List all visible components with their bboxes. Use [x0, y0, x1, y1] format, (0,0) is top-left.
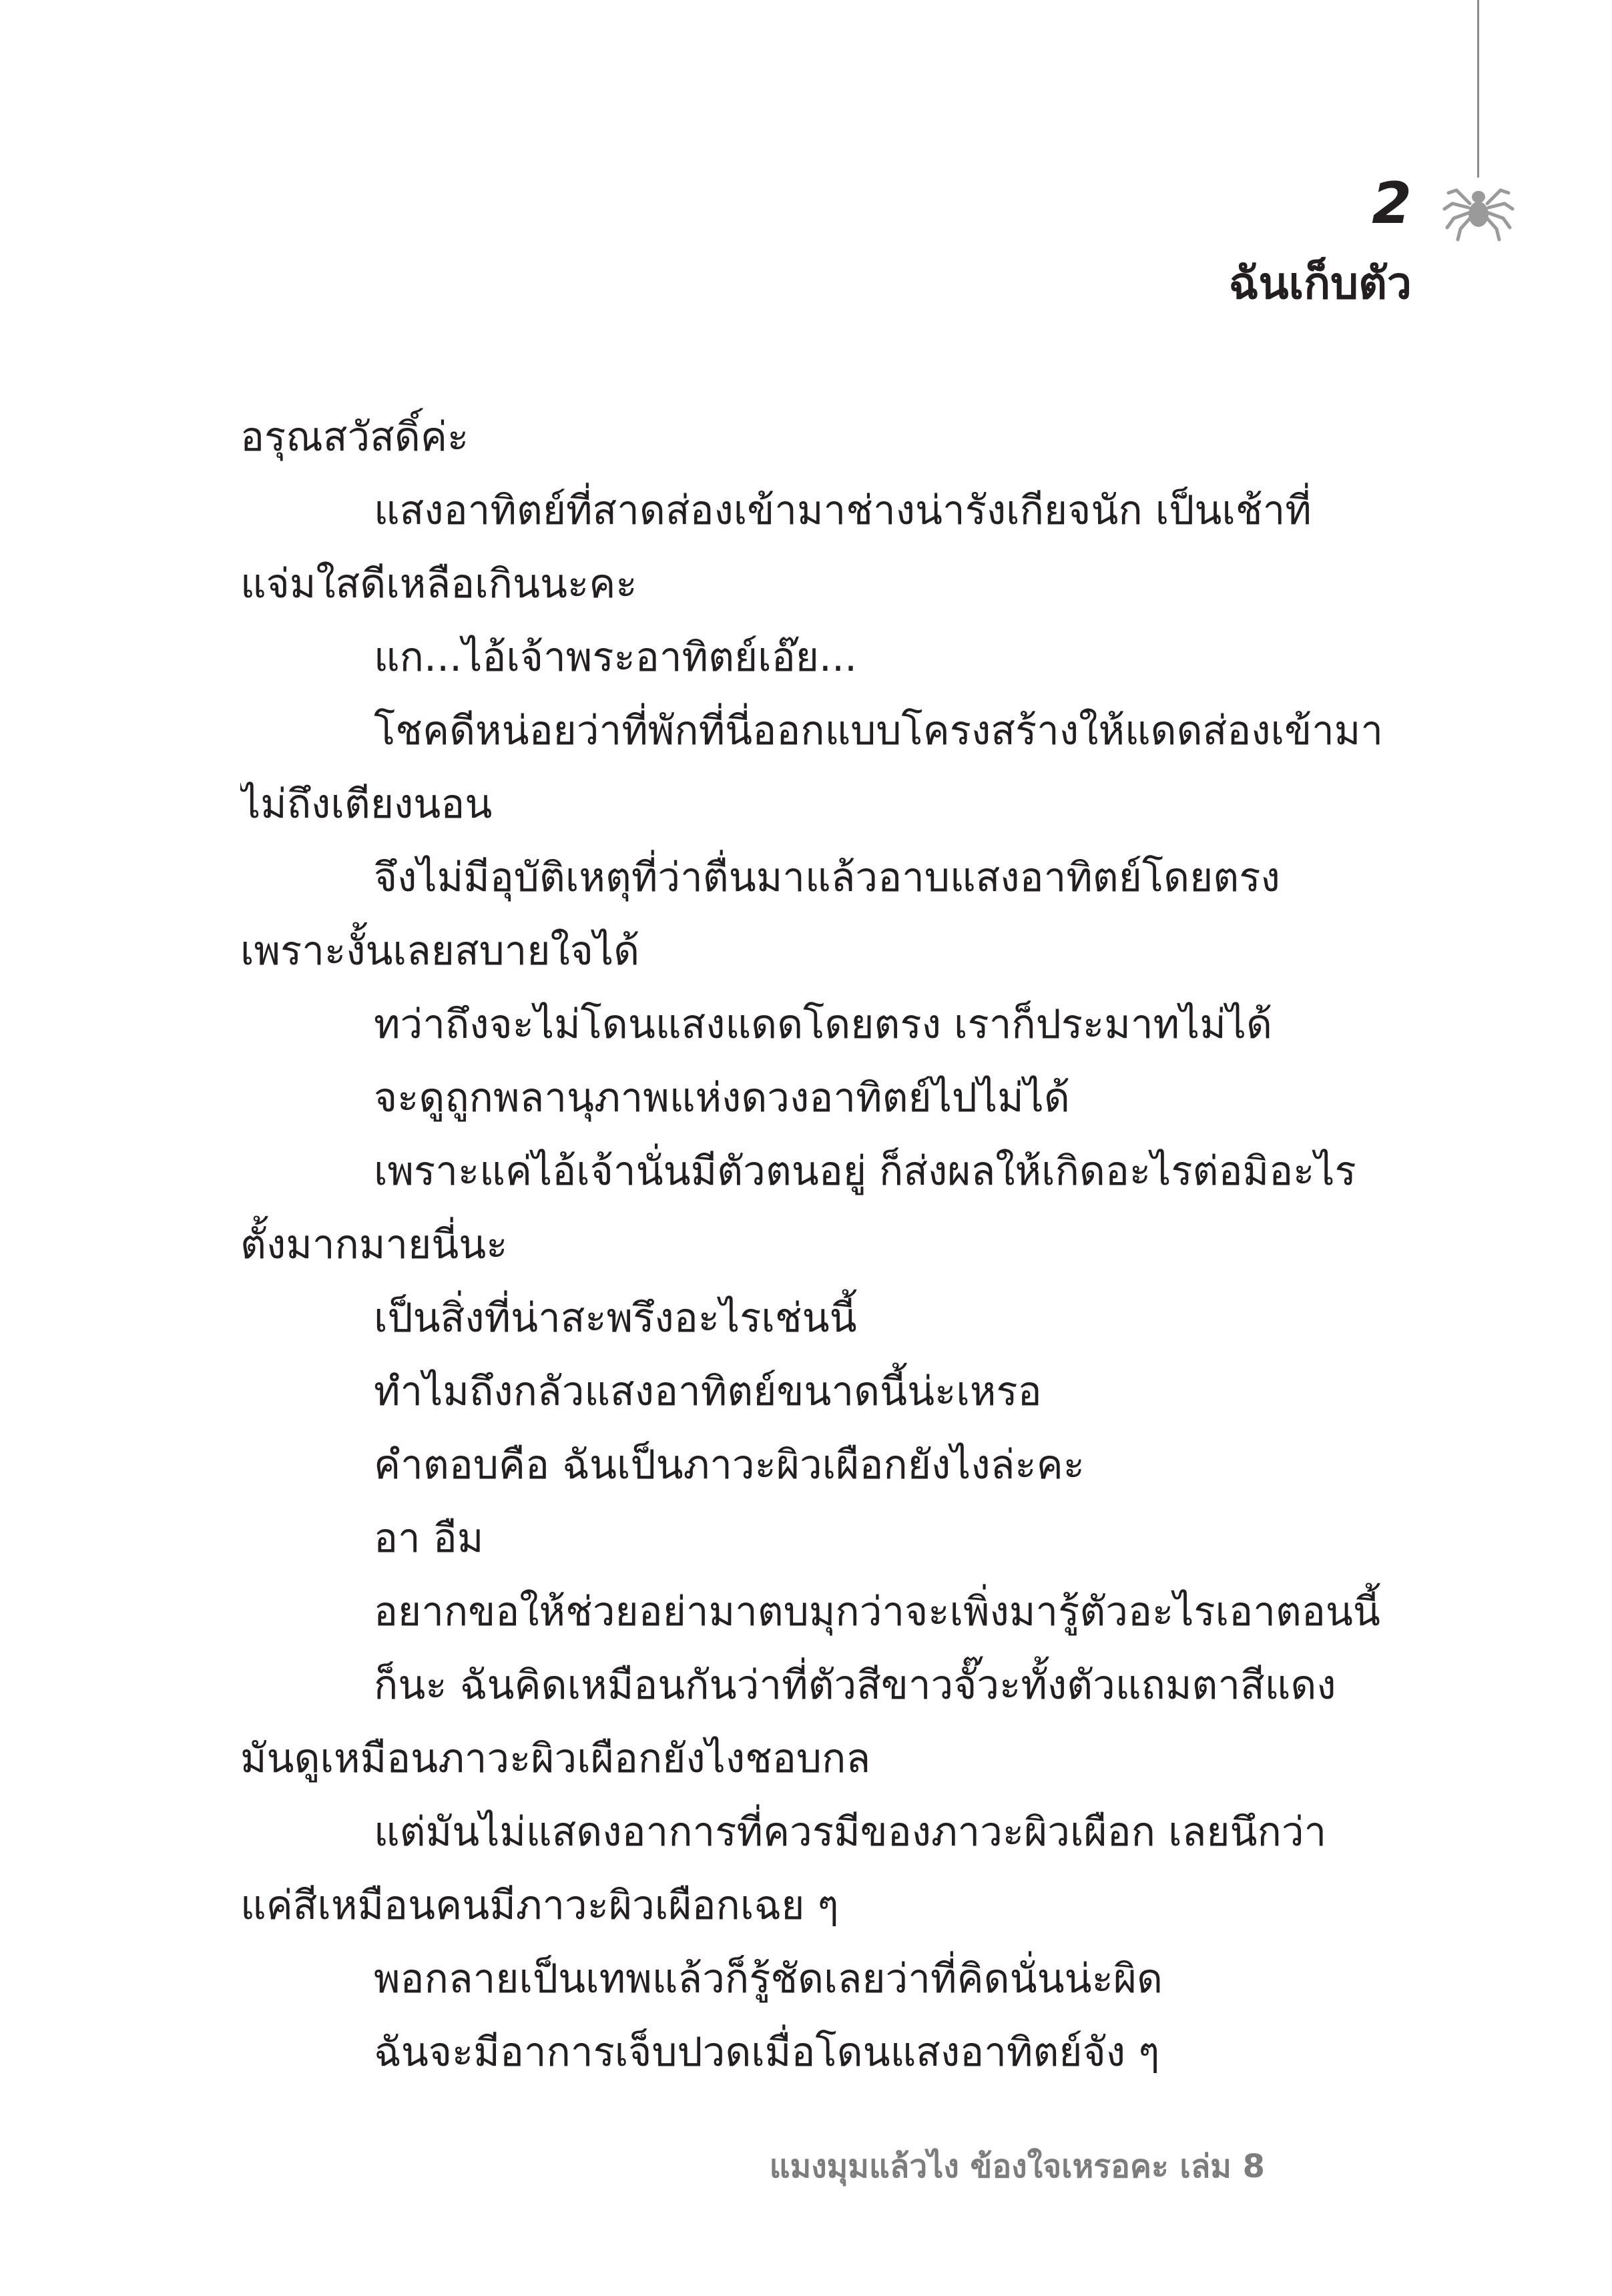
text-line: คำตอบคือ ฉันเป็นภาวะผิวเผือกยังไงล่ะคะ — [374, 1442, 1085, 1488]
text-line: อรุณสวัสดิ์ค่ะ — [240, 414, 469, 461]
text-line: มันดูเหมือนภาวะผิวเผือกยังไงชอบกล — [240, 1735, 871, 1782]
text-line: แสงอาทิตย์ที่สาดส่องเข้ามาช่างน่ารังเกียจนัก เป็นเช้าที่ — [374, 487, 1312, 534]
text-line: ไม่ถึงเตียงนอน — [240, 781, 493, 828]
text-line: ฉันจะมีอาการเจ็บปวดเมื่อโดนแสงอาทิตย์จัง ๆ — [374, 2029, 1160, 2076]
text-line: อา อืม — [374, 1515, 484, 1562]
text-line: ก็นะ ฉันคิดเหมือนกันว่าที่ตัวสีขาวจั๊วะทั้งตัวแถมตาสีแดง — [374, 1662, 1336, 1709]
spider-thread — [1477, 0, 1479, 178]
body-text — [240, 400, 1415, 2109]
text-line: เป็นสิ่งที่น่าสะพรึงอะไรเช่นนี้ — [374, 1295, 857, 1342]
text-line: ทำไมถึงกลัวแสงอาทิตย์ขนาดนี้น่ะเหรอ — [374, 1368, 1042, 1415]
text-line: โชคดีหน่อยว่าที่พักที่นี่ออกแบบโครงสร้างให้แดดส่องเข้ามา — [374, 707, 1384, 754]
spider-icon — [1442, 170, 1515, 244]
text-line: เพราะแค่ไอ้เจ้านั่นมีตัวตนอยู่ ก็ส่งผลให้เกิดอะไรต่อมิอะไร — [374, 1148, 1356, 1195]
text-line: แก...ไอ้เจ้าพระอาทิตย์เอ๊ย... — [374, 634, 858, 681]
text-line: แจ่มใสดีเหลือเกินนะคะ — [240, 561, 637, 607]
text-line: แต่มันไม่แสดงอาการที่ควรมีของภาวะผิวเผือก เลยนึกว่า — [374, 1809, 1327, 1855]
text-line: ตั้งมากมายนี่นะ — [240, 1221, 508, 1268]
text-line: แค่สีเหมือนคนมีภาวะผิวเผือกเฉย ๆ — [240, 1882, 839, 1929]
chapter-title: ฉันเก็บตัว — [1228, 258, 1412, 309]
text-line: จึงไม่มีอุบัติเหตุที่ว่าตื่นมาแล้วอาบแสงอาทิตย์โดยตรง — [374, 854, 1280, 901]
text-line: อยากขอให้ช่วยอย่ามาตบมุกว่าจะเพิ่งมารู้ตัวอะไรเอาตอนนี้ — [374, 1589, 1380, 1635]
text-line: เพราะงั้นเลยสบายใจได้ — [240, 928, 640, 974]
running-footer: แมงมุมแล้วไง ข้องใจเหรอคะ เล่ม 8 — [769, 2148, 1265, 2185]
chapter-number: 2 — [1372, 170, 1412, 237]
text-line: ทว่าถึงจะไม่โดนแสงแดดโดยตรง เราก็ประมาทไม่ได้ — [374, 1001, 1272, 1048]
text-line: พอกลายเป็นเทพแล้วก็รู้ชัดเลยว่าที่คิดนั่นน่ะผิด — [374, 1956, 1163, 2002]
text-line: จะดูถูกพลานุภาพแห่งดวงอาทิตย์ไปไม่ได้ — [374, 1075, 1070, 1121]
